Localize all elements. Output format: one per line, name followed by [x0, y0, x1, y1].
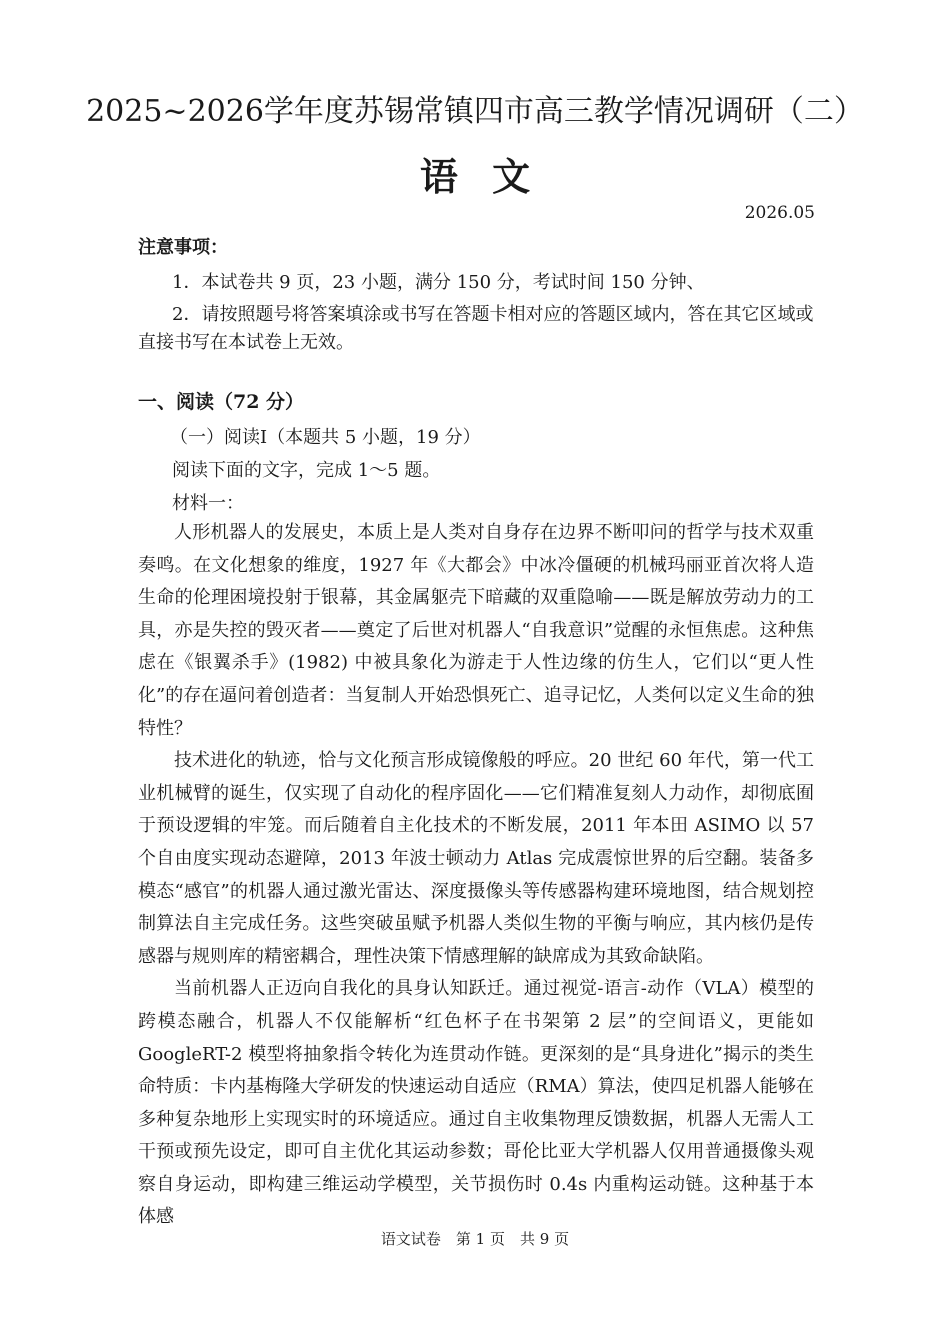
page-footer: 语文试卷 第 1 页 共 9 页 — [380, 1230, 570, 1248]
passage — [138, 517, 814, 1234]
instruction-text: 阅读下面的文字，完成 1～5 题。 — [172, 460, 441, 481]
note-item-1: 1．本试卷共 9 页，23 小题，满分 150 分，考试时间 150 分钟、 — [172, 272, 705, 293]
subject-title: 语文 — [419, 154, 565, 199]
passage-paragraph-2: 技术进化的轨迹，恰与文化预言形成镜像般的呼应。20 世纪 60 年代，第一代工业机械臂的诞生，仅实现了自动化的程序固化——它们精准复刻人力动作，却彻底囿于预设逻辑的牢笼。而后随着自主化技术的不断发展，2011 年本田 ASIMO 以 57 个自由度实现动态避障，2013 年波士顿动力 Atlas 完成震惊世界的后空翻。装备多模态“感官”的机器人通过激光雷达、深度摄像头等传感器构建环境地图，结合规划控制算法自主完成任务。这些突破虽赋予机器人类似生物的平衡与响应，其内核仍是传感器与规则库的精密耦合，理性决策下情感理解的缺席成为其致命缺陷。 — [138, 750, 814, 967]
passage-paragraph-3: 当前机器人正迈向自我化的具身认知跃迁。通过视觉-语言-动作（VLA）模型的跨模态融合，机器人不仅能解析“红色杯子在书架第 2 层”的空间语义，更能如 GoogleRT-2 模型将抽象指令转化为连贯动作链。更深刻的是“具身进化”揭示的类生命特质：卡内基梅隆大学研发的快速运动自适应（RMA）算法，使四足机器人能够在多种复杂地形上实现实时的环境适应。通过自主收集物理反馈数据，机器人无需人工干预或预先设定，即可自主优化其运动参数；哥伦比亚大学机器人仅用普通摄像头观察自身运动，即构建三维运动学模型，关节损伤时 0.4s 内重构运动链。这种基于本体感 — [138, 978, 814, 1228]
exam-date: 2026.05 — [744, 203, 815, 223]
section-heading: 一、阅读（72 分） — [138, 391, 305, 413]
note-item-2-line-1: 2．请按照题号将答案填涂或书写在答题卡相对应的答题区域内，答在其它区域或 — [172, 304, 814, 325]
notes-heading: 注意事项： — [138, 237, 228, 258]
passage-paragraph-1: 人形机器人的发展史，本质上是人类对自身存在边界不断叩问的哲学与技术双重奏鸣。在文化想象的维度，1927 年《大都会》中冰冷僵硬的机械玛丽亚首次将人造生命的伦理困境投射于银幕，其金属躯壳下暗藏的双重隐喻——既是解放劳动力的工具，亦是失控的毁灭者——奠定了后世对机器人“自我意识”觉醒的永恒焦虑。这种焦虑在《银翼杀手》(1982) 中被具象化为游走于人性边缘的仿生人，它们以“更人性化”的存在逼问着创造者：当复制人开始恐惧死亡、追寻记忆，人类何以定义生命的独特性？ — [138, 522, 814, 739]
note-item-2-line-2: 直接书写在本试卷上无效。 — [138, 332, 354, 353]
exam-title: 2025~2026学年度苏锡常镇四市高三教学情况调研（二） — [86, 94, 864, 129]
material-label: 材料一： — [172, 493, 244, 514]
part-heading: （一）阅读Ⅰ（本题共 5 小题，19 分） — [170, 427, 481, 448]
